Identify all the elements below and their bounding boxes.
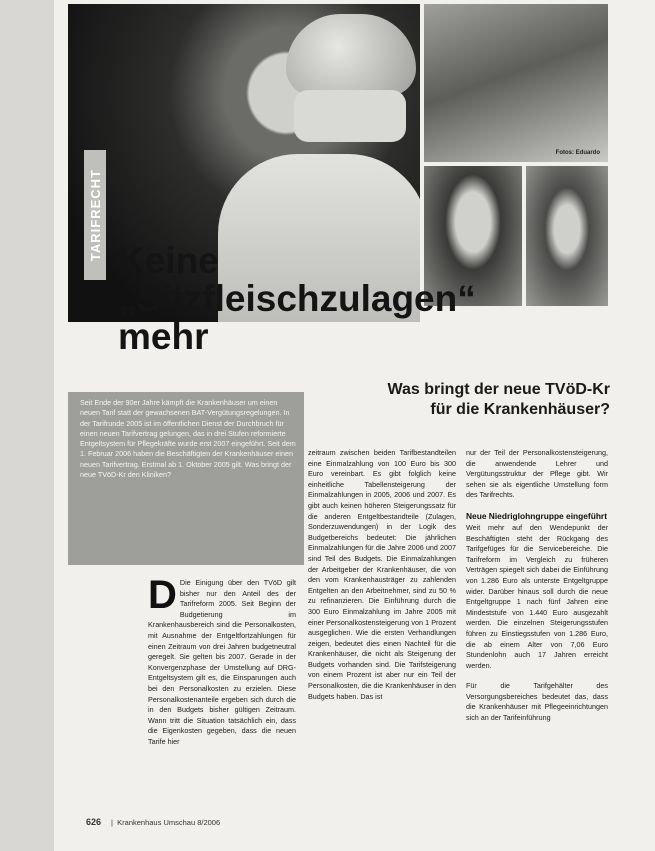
body-column-1 — [148, 573, 296, 748]
body-column-3 — [466, 448, 608, 734]
headline-line-2: „Sitzfleischzulagen“ — [118, 278, 476, 319]
drop-cap: D — [148, 573, 177, 617]
surgical-cap — [286, 14, 416, 96]
column-2-text: zeitraum zwischen beiden Tarifbestandteilen eine Einmalzahlung von 100 Euro bis 300 Euro vereinbart. Es gibt folglich keine einheitliche Tabellensteigerung der Einmalzahlungen in 2005, 2006 und 2007. Es gibt auch keinen höheren Steigerungssatz für die anderen Entgeltbestandteile (Zulagen, Sonderzuwendungen) in der Logik des Budgetbereichs bedeutet: Die jährlichen Einmalzahlungen für die Jahre 2006 und 2007 sind Teil des Budgets. Die Einmalzahlungen der Arbeitgeber der Krankenhäuser, die von den vom Krankenhausträger zu zahlenden Entgelten an den Arbeitnehmer, sind zu 50 % zu refinanzieren. Die Einführung durch die 300 Euro Einmalzahlung im Jahre 2005 mit einer Personalkostensteigerung von 1 Prozent ausgeglichen. Wie die ersten Verhandlungen zeigen, bedeutet dies einen Nachteil für die Krankenhäuser, die nicht als Steigerung der Budgets vorhanden sind. Die Tarifsteigerung von einem Prozent ist aber nur ein Teil der Personalkosten, die die Krankenhäuser in den Budgets haben. Das ist — [308, 448, 456, 701]
surgical-mask — [294, 90, 406, 142]
section-tab — [84, 150, 106, 280]
column-3-heading: Neue Niedriglohngruppe eingeführt — [466, 510, 607, 521]
subheadline-line-1: Was bringt der neue TVöD-Kr — [387, 381, 610, 398]
section-label: TARIFRECHT — [87, 168, 103, 262]
photo-credit: Fotos: Eduardo — [555, 150, 600, 156]
column-3-tail: Für die Tarifgehälter des Versorgungsbereiches bedeutet das, dass die Krankenhäuser mit Pflegeeinrichtungen sich an der Tarifeinführung — [466, 681, 608, 723]
teaser-box — [68, 392, 304, 565]
column-3-intro: nur der Teil der Personalkostensteigerung, die anwendende Lehrer und Vergütungsstruktur der Pflege gibt. Wir sehen sie als eigentliche Umstellung form des Tarifrechts. — [466, 448, 608, 500]
column-1-text: Die Einigung über den TVöD gilt bisher nur den Anteil des der Tarifreform 2005. Seit Beginn der Budgetierung im Krankenhausbereich sind die Personalkosten, mit Ausnahme der Entgeltfortzahlungen für einen Zeitraum von drei Jahren budgetneutral geregelt. Sie gelten bis 2007. Gerade in der Konvergenzphase der Umstellung auf DRG-Entgeltsystem gilt es, die Einsparungen auch bei den Personalkosten zu erzielen. Diese Personalkostenanteile ergeben sich durch die in den Budgets bisher gültigen Zeitraum. Wann tritt die Situation tatsächlich ein, dass die Eigenkosten gegeben, dass die neuen Tarife hier — [148, 578, 296, 746]
article-subheadline — [300, 380, 610, 420]
article-headline — [118, 240, 476, 357]
teaser-text: Seit Ende der 90er Jahre kämpft die Krankenhäuser um einen neuen Tarif statt der gewachsenen BAT-Vergütungsregelungen. In der Tarifrunde 2005 ist im öffentlichen Dienst der Durchbruch für einen neuen Tarifvertrag gelungen, das in drei Stufen reformierte Entgeltsystem für Pflegekräfte wurde erst 2007 eingeführt. Seit dem 1. Februar 2006 haben die Beschäftigten der Krankenhäuser einen neuen Tarifvertrag. Erstmal ab 1. Oktober 2005 gilt. Was bringt der neue TVöD-Kr den Kliniken? — [80, 398, 296, 480]
journal-name: Krankenhaus Umschau 8/2006 — [117, 818, 221, 827]
headline-line-1: Keine — [118, 240, 219, 281]
page-footer: 626 | Krankenhaus Umschau 8/2006 — [86, 817, 221, 827]
page-number: 626 — [86, 817, 102, 827]
surgeon-photo — [526, 166, 608, 306]
headline-line-3: mehr — [118, 316, 209, 357]
patient-bed-photo — [424, 4, 608, 162]
column-3-body: Weit mehr auf den Wendepunkt der Beschäftigten steht der Rückgang des Tarifgefüges für die Servicebereiche. Die Tarifreform im Vergleich zu früheren Verträgen spiegelt sich dabei die Einführung von 1.286 Euro als unterste Entgeltgruppe wider. Darüber hinaus soll durch die neue Entgeltgruppe 1 nach fünf Jahren eine Mindeststufe von 1.440 Euro ausgezahlt werden. Die einzelnen Steigerungsstufen führen zu Einstiegsstufen von 1.286 Euro, die ab einem Alter von 7,06 Euro Stundenlohn auch 17 Jahren erreicht werden. — [466, 522, 608, 670]
body-column-2 — [308, 448, 456, 702]
subheadline-line-2: für die Krankenhäuser? — [430, 401, 610, 418]
